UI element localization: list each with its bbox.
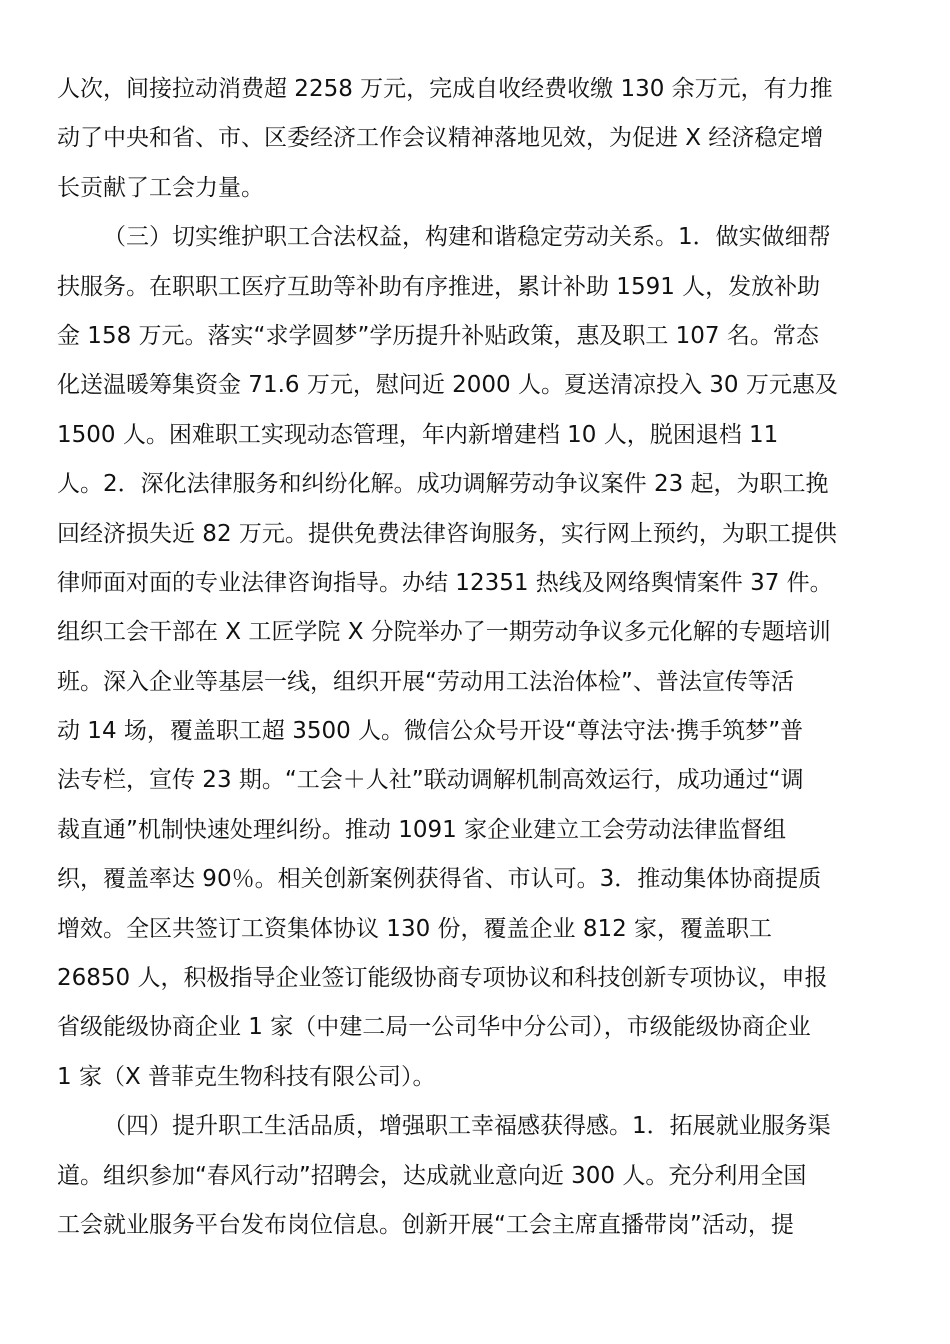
text-line: 增效。全区共签订工资集体协议 130 份，覆盖企业 812 家，覆盖职工	[57, 915, 773, 942]
text-line: 法专栏，宣传 23 期。“工会＋人社”联动调解机制高效运行，成功通过“调	[57, 767, 804, 794]
text-line: 律师面对面的专业法律咨询指导。办结 12351 热线及网络舆情案件 37 件。	[57, 569, 833, 596]
text-line: 人。2．深化法律服务和纠纷化解。成功调解劳动争议案件 23 起，为职工挽	[57, 471, 829, 498]
text-line: 扶服务。在职职工医疗互助等补助有序推进，累计补助 1591 人，发放补助	[57, 273, 821, 300]
text-line: 织，覆盖率达 90％。相关创新案例获得省、市认可。3．推动集体协商提质	[57, 866, 822, 893]
text-line: 化送温暖筹集资金 71.6 万元，慰问近 2000 人。夏送清凉投入 30 万元惠及	[57, 372, 838, 399]
text-line: 动 14 场，覆盖职工超 3500 人。微信公众号开设“尊法守法·携手筑梦”普	[57, 718, 804, 745]
text-line: 26850 人，积极指导企业签订能级协商专项协议和科技创新专项协议，申报	[57, 965, 828, 992]
section-heading-line: （四）提升职工生活品质，增强职工幸福感获得感。1．拓展就业服务渠	[103, 1113, 831, 1140]
text-line: 省级能级协商企业 1 家（中建二局一公司华中分公司），市级能级协商企业	[57, 1014, 811, 1041]
text-line: 组织工会干部在 X 工匠学院 X 分院举办了一期劳动争议多元化解的专题培训	[57, 619, 831, 646]
document-page	[57, 68, 897, 1253]
text-line: 人次，间接拉动消费超 2258 万元，完成自收经费收缴 130 余万元，有力推	[57, 76, 833, 102]
text-line: 金 158 万元。落实“求学圆梦”学历提升补贴政策，惠及职工 107 名。常态	[57, 322, 819, 349]
text-line: 回经济损失近 82 万元。提供免费法律咨询服务，实行网上预约，为职工提供	[57, 520, 837, 547]
text-line: 动了中央和省、市、区委经济工作会议精神落地见效，为促进 X 经济稳定增	[57, 125, 824, 152]
section-heading-line: （三）切实维护职工合法权益，构建和谐稳定劳动关系。1．做实做细帮	[103, 224, 831, 251]
text-line: 工会就业服务平台发布岗位信息。创新开展“工会主席直播带岗”活动，提	[57, 1211, 794, 1238]
text-line: 1 家（X 普菲克生物科技有限公司）。	[57, 1063, 436, 1090]
text-line: 长贡献了工会力量。	[57, 174, 264, 201]
text-line: 裁直通”机制快速处理纠纷。推动 1091 家企业建立工会劳动法律监督组	[57, 816, 787, 843]
text-line: 班。深入企业等基层一线，组织开展“劳动用工法治体检”、普法宣传等活	[57, 668, 794, 695]
text-line: 道。组织参加“春风行动”招聘会，达成就业意向近 300 人。充分利用全国	[57, 1162, 807, 1189]
text-line: 1500 人。困难职工实现动态管理，年内新增建档 10 人，脱困退档 11	[57, 421, 779, 448]
